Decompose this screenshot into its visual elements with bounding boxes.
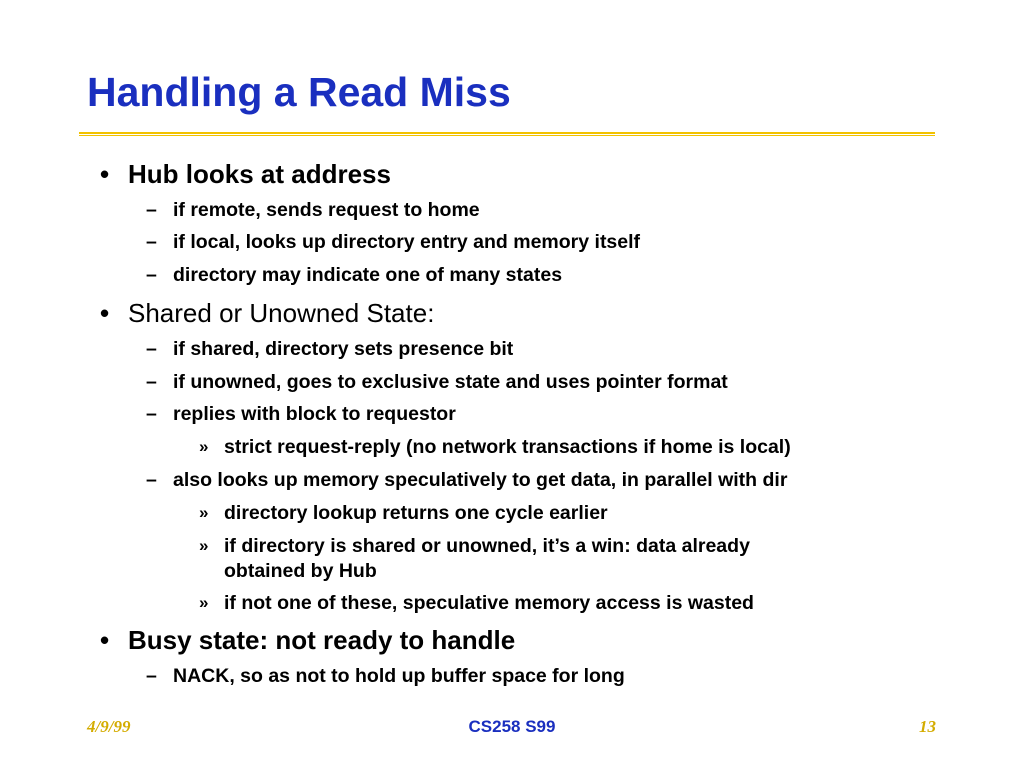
- sub-bullet-text: if unowned, goes to exclusive state and uses pointer format: [173, 371, 728, 393]
- sub-bullet: [146, 263, 563, 287]
- bullet-hub-looks-at-address: [100, 159, 391, 189]
- bullet-shared-or-unowned-state: [100, 298, 435, 328]
- dash-marker: –: [146, 199, 157, 221]
- bullet-busy-state: [100, 625, 516, 655]
- chevron-marker: »: [199, 437, 209, 456]
- sub-bullet-text: NACK, so as not to hold up buffer space for long: [173, 665, 625, 687]
- sub-sub-bullet: [199, 591, 754, 615]
- bullet-text: Shared or Unowned State:: [128, 298, 435, 328]
- sub-bullet: [146, 468, 788, 492]
- bullet-marker: •: [100, 625, 110, 655]
- sub-bullet-text: directory may indicate one of many states: [173, 264, 563, 286]
- dash-marker: –: [146, 469, 157, 491]
- bullet-marker: •: [100, 298, 110, 328]
- sub-sub-bullet-text: if not one of these, speculative memory access is wasted: [224, 592, 754, 614]
- sub-sub-bullet-text: if directory is shared or unowned, it’s a win: data already: [224, 535, 750, 557]
- sub-sub-bullet: [199, 534, 750, 558]
- sub-bullet-text: if remote, sends request to home: [173, 199, 480, 221]
- sub-sub-bullet: [199, 435, 791, 459]
- sub-bullet-text: replies with block to requestor: [173, 403, 456, 425]
- chevron-marker: »: [199, 503, 209, 522]
- sub-bullet: [146, 230, 641, 254]
- sub-sub-bullet-text: obtained by Hub: [224, 560, 377, 582]
- sub-bullet-text: if shared, directory sets presence bit: [173, 338, 514, 360]
- dash-marker: –: [146, 371, 157, 393]
- sub-sub-bullet-text: directory lookup returns one cycle earlier: [224, 502, 608, 524]
- sub-bullet: [146, 370, 728, 394]
- sub-sub-bullet-continuation: [224, 559, 377, 583]
- dash-marker: –: [146, 338, 157, 360]
- title-divider: [79, 132, 935, 136]
- footer-course: CS258 S99: [468, 717, 556, 736]
- sub-sub-bullet: [199, 501, 608, 525]
- footer-date: 4/9/99: [87, 717, 131, 736]
- footer-page-number: 13: [919, 717, 936, 736]
- chevron-marker: »: [199, 536, 209, 555]
- sub-bullet: [146, 198, 480, 222]
- dash-marker: –: [146, 403, 157, 425]
- sub-bullet-text: also looks up memory speculatively to get data, in parallel with dir: [173, 469, 788, 491]
- bullet-text: Busy state: not ready to handle: [128, 625, 516, 655]
- sub-bullet-text: if local, looks up directory entry and memory itself: [173, 231, 641, 253]
- sub-bullet: [146, 402, 456, 426]
- bullet-marker: •: [100, 159, 110, 189]
- chevron-marker: »: [199, 593, 209, 612]
- dash-marker: –: [146, 665, 157, 687]
- sub-sub-bullet-text: strict request-reply (no network transactions if home is local): [224, 436, 791, 458]
- dash-marker: –: [146, 231, 157, 253]
- sub-bullet: [146, 337, 514, 361]
- bullet-text: Hub looks at address: [128, 159, 391, 189]
- sub-bullet: [146, 664, 625, 688]
- dash-marker: –: [146, 264, 157, 286]
- slide-title: Handling a Read Miss: [87, 69, 511, 115]
